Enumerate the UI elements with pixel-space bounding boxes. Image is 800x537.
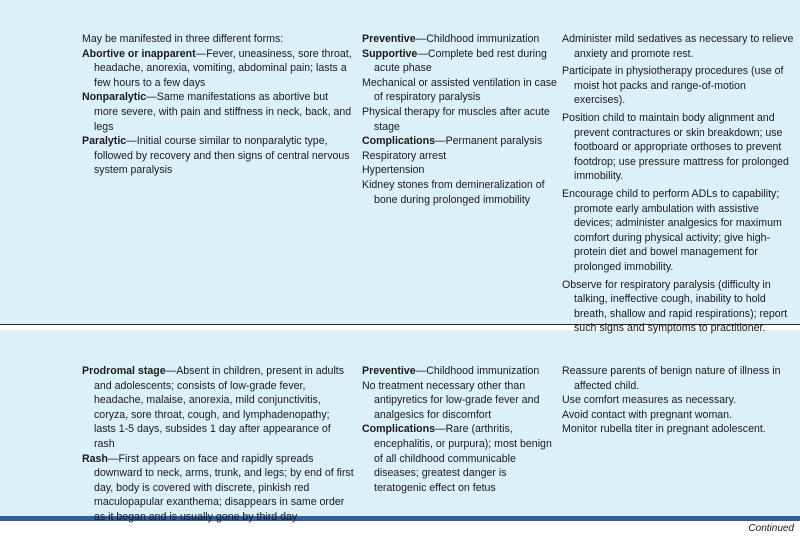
stage-prodromal: Prodromal stage—Absent in children, present in adults and adolescents; consists of low-grade fever, headache, malaise, anorexia, mild conjunctivitis, coryza, sore throat, cough, and lymphadenopathy; lasts 1-5 days, subsides 1 day after appearance of rash: [82, 365, 345, 450]
form-abortive: Abortive or inapparent—Fever, uneasiness, sore throat, headache, anorexia, vomiting, abdominal pain; lasts a few hours to a few days: [82, 47, 352, 89]
row2-manifestations: [82, 364, 354, 525]
nursing-item: Avoid contact with pregnant woman.: [562, 408, 732, 421]
complication-item: Hypertension: [362, 164, 425, 177]
treatment-item: Mechanical or assisted ventilation in case of respiratory paralysis: [362, 76, 557, 104]
row2-nursing: [562, 364, 796, 437]
treatment-complications: Complications—Rare (arthritis, encephalitis, or purpura); most benign of all childhood communicable diseases; greatest danger is teratogenic effect on fetus: [362, 423, 552, 494]
row1-manifestations: [82, 32, 354, 178]
nursing-item: Encourage child to perform ADLs to capability; promote early ambulation with assistive devices; administer analgesics for maximum comfort during physical activity; give high-protein diet and bowel management for prolonged immobility.: [562, 187, 782, 273]
form-paralytic: Paralytic—Initial course similar to nonparalytic type, followed by recovery and then signs of central nervous system paralysis: [82, 135, 350, 177]
treatment-item: Physical therapy for muscles after acute stage: [362, 105, 550, 133]
form-nonparalytic: Nonparalytic—Same manifestations as abortive but more severe, with pain and stiffness in neck, back, and legs: [82, 91, 352, 133]
nursing-item: Monitor rubella titer in pregnant adolescent.: [562, 423, 766, 436]
treatment-item: No treatment necessary other than antipyretics for low-grade fever and analgesics for discomfort: [362, 379, 540, 421]
row1-treatment: [362, 32, 558, 207]
nursing-item: Reassure parents of benign nature of illness in affected child.: [562, 365, 781, 392]
complication-item: Kidney stones from demineralization of bone during prolonged immobility: [362, 178, 545, 206]
nursing-item: Participate in physiotherapy procedures (use of moist hot packs and range-of-motion exercises).: [562, 65, 784, 107]
nursing-item: Use comfort measures as necessary.: [562, 394, 737, 407]
row2-treatment: [362, 364, 558, 495]
treatment-preventive: Preventive—Childhood immunization: [362, 365, 540, 377]
nursing-item: Observe for respiratory paralysis (difficulty in talking, ineffective cough, inability to hold breath, shallow and rapid respirations); report such signs and symptoms to practitioner.: [562, 278, 788, 335]
nursing-item: Administer mild sedatives as necessary to relieve anxiety and promote rest.: [562, 33, 794, 60]
continued-label: Continued: [748, 523, 794, 534]
treatment-complications: Complications—Permanent paralysis: [362, 135, 543, 148]
stage-rash: Rash—First appears on face and rapidly spreads downward to neck, arms, trunk, and legs; by end of first day, body is covered with discrete, pinkish red maculopapular exanthema; disappears in same order as it began and is usually gone by third day: [82, 452, 354, 523]
complication-item: Respiratory arrest: [362, 149, 447, 162]
manifestations-intro: May be manifested in three different forms:: [82, 33, 284, 45]
nursing-item: Position child to maintain body alignment and prevent contractures or skin breakdown; use footboard or appropriate orthoses to prevent footdrop; use pressure mattress for prolonged immobility.: [562, 111, 789, 183]
row1-nursing: [562, 32, 796, 336]
treatment-supportive: Supportive—Complete bed rest during acute phase: [362, 47, 547, 75]
treatment-preventive: Preventive—Childhood immunization: [362, 33, 540, 45]
